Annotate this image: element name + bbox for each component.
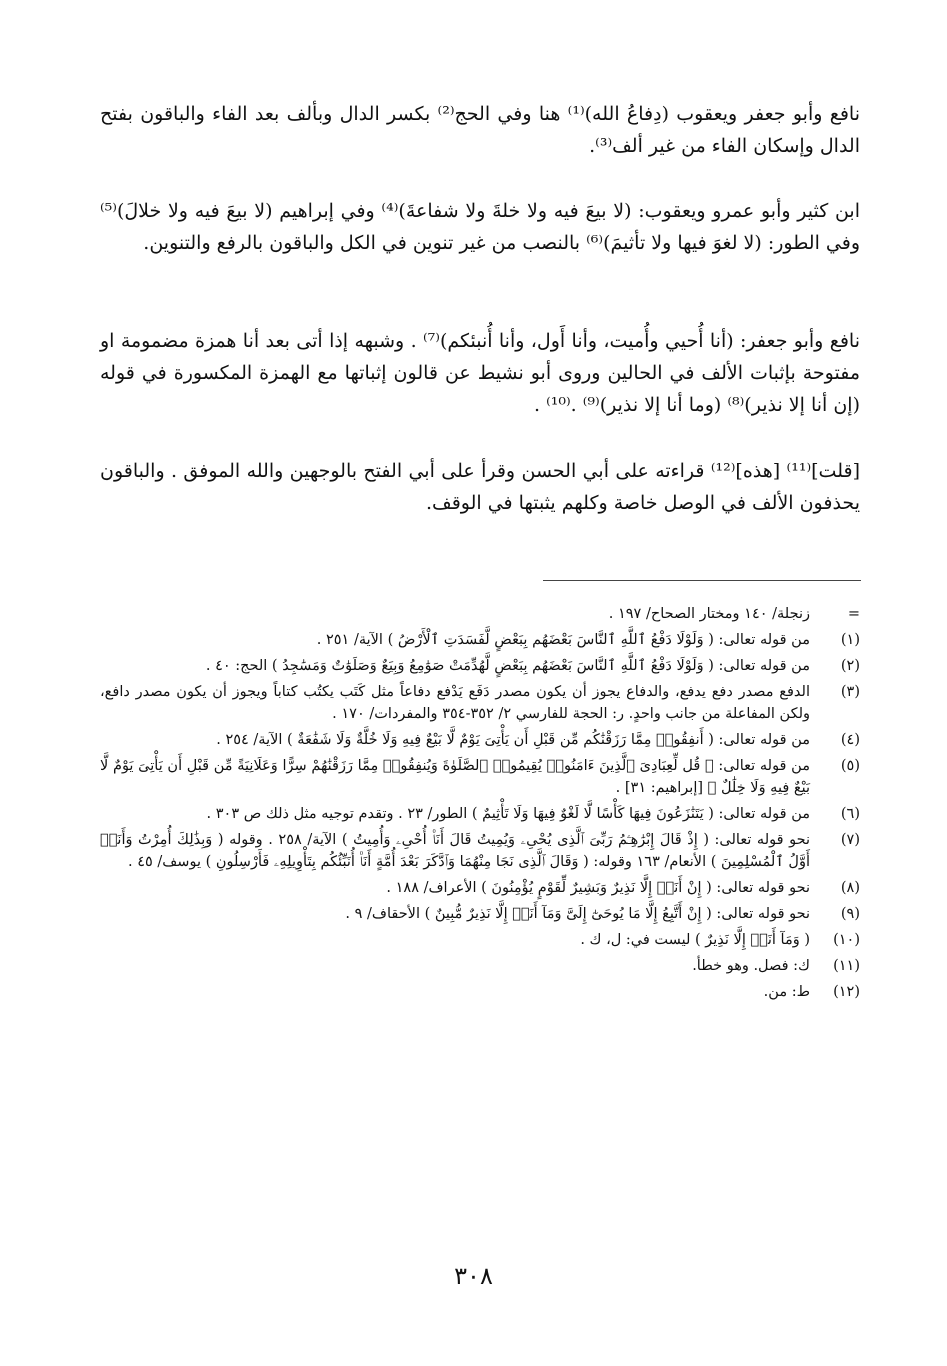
footnote-divider [543,580,861,581]
footnote-4 [100,729,860,751]
page-number: ٣٠٨ [454,1262,493,1290]
footnote-11 [100,955,860,977]
footnote-text: ك: فصل. وهو خطأ. [692,958,810,974]
footnote-number: (٣) [840,684,860,700]
footnote-number: (٩) [840,906,860,922]
footnote-text: من قوله تعالى: ( وَلَوْلَا دَفْعُ ٱللَّهِ ٱلنَّاسَ بَعْضَهُم بِبَعْضٍ لَّفَسَدَتِ ٱلْأَرْضُ ) الآية/ ٢٥١ . [316,632,810,648]
paragraph-2: ابن كثير وأبو عمرو ويعقوب: (لا بيعَ فيه ولا خلةَ ولا شفاعةَ)⁽⁴⁾ وفي إبراهيم (لا بيعَ فيه ولا خلالَ)⁽⁵⁾ وفي الطور: (لا لغوَ فيها ولا تأثيمَ)⁽⁶⁾ بالنصب من غير تنوين في الكل والباقون بالرفع والتنوين. [100,200,860,254]
footnote-text: ط: من. [763,984,810,1000]
footnote-number: (٧) [840,832,860,848]
footnote-9 [100,903,860,925]
paragraph-1: نافع وأبو جعفر ويعقوب (دِفاعُ الله)⁽¹⁾ هنا وفي الحج⁽²⁾ بكسر الدال وبألف بعد الفاء والباقون بفتح الدال وإسكان الفاء من غير ألف⁽³⁾. [100,103,860,157]
footnote-2 [100,655,860,677]
footnote-1 [100,629,860,651]
footnote-number: (١١) [833,958,860,974]
paragraph-3: نافع وأبو جعفر: (أنا أُحيي وأُميت، وأنا أَول، وأنا أُنبئكم)⁽⁷⁾ . وشبهه إذا أتى بعد أنا همزة مضمومة او مفتوحة بإثبات الألف في الحالين وروى أبو نشيط عن قالون إثباتها مع الهمزة المكسورة في قوله (إن أنا إلا نذير)⁽⁸⁾ (وما أنا إلا نذير)⁽⁹⁾ .⁽¹⁰⁾ . [100,330,860,416]
footnote-number: (٨) [840,880,860,896]
footnote-number: (١٢) [833,984,860,1000]
footnote-text: نحو قوله تعالى: ( إِنْ أَتَّبِعُ إِلَّا مَا يُوحَىٰٓ إِلَىَّ وَمَآ أَنَا۠ إِلَّا نَذِيرٌ مُّبِينٌ ) الأحقاف/ ٩ . [345,906,810,922]
footnote-3 [100,681,860,725]
footnote-text: نحو قوله تعالى: ( إِذْ قَالَ إِبْرَٰهِـۧمُ رَبِّىَ ٱلَّذِى يُحْىِۦ وَيُمِيتُ قَالَ أَنَا۠ أُحْىِۦ وَأُمِيتُ ) الآية/ ٢٥٨ . وقوله ( وَبِذَٰلِكَ أُمِرْتُ وَأَنَا۠ أَوَّلُ ٱلْمُسْلِمِينَ ) الأنعام/ ١٦٣ وقوله: ( وَقَالَ ٱلَّذِى نَجَا مِنْهُمَا وَٱدَّكَرَ بَعْدَ أُمَّةٍ أَنَا۠ أُنَبِّئُكُم بِتَأْوِيلِهِۦ فَأَرْسِلُونِ ) يوسف/ ٤٥ . [100,832,810,870]
footnote-6 [100,803,860,825]
footnote-10 [100,929,860,951]
continuation-mark: = [847,606,860,622]
footnote-number: (٥) [840,758,860,774]
footnote-text: من قوله تعالى: ( وَلَوْلَا دَفْعُ ٱللَّهِ ٱلنَّاسَ بَعْضَهُم بِبَعْضٍ لَّهُدِّمَتْ صَوَٰمِعُ وَبِيَعٌ وَصَلَوَٰتٌ وَمَسَٰجِدُ ) الحج: ٤٠ . [205,658,810,674]
footnote-text: من قوله تعالى: ( يَتَنَٰزَعُونَ فِيهَا كَأْسًا لَّا لَغْوٌ فِيهَا وَلَا تَأْثِيمٌ ) الطور/ ٢٣ . وتقدم توجيه مثل ذلك ص ٣٠٣ . [206,806,810,822]
footnote-text: من قوله تعالى: ( أَنفِقُوا۟ مِمَّا رَزَقْنَٰكُم مِّن قَبْلِ أَن يَأْتِىَ يَوْمٌ لَّا بَيْعٌ فِيهِ وَلَا خُلَّةٌ وَلَا شَفَٰعَةٌ ) الآية/ ٢٥٤ . [216,732,810,748]
footnote-number: (١) [840,632,860,648]
footnote-text: نحو قوله تعالى: ( إِنْ أَنَا۠ إِلَّا نَذِيرٌ وَبَشِيرٌ لِّقَوْمٍ يُؤْمِنُونَ ) الأعراف/ ١٨٨ . [386,880,810,896]
footnote-number: (٤) [840,732,860,748]
footnote-text: من قوله تعالى: ﴿ قُل لِّعِبَادِىَ ٱلَّذِينَ ءَامَنُوا۟ يُقِيمُوا۟ ٱلصَّلَوٰةَ وَيُنفِقُوا۟ مِمَّا رَزَقْنَٰهُمْ سِرًّا وَعَلَانِيَةً مِّن قَبْلِ أَن يَأْتِىَ يَوْمٌ لَّا بَيْعٌ فِيهِ وَلَا خِلَٰلٌ ﴾ [إبراهيم: ٣١] . [100,758,810,796]
footnote-continuation [100,603,860,625]
footnote-number: (٢) [840,658,860,674]
footnote-12 [100,981,860,1003]
footnote-number: (٦) [840,806,860,822]
footnote-number: (١٠) [833,932,860,948]
footnotes-list [100,603,860,1007]
paragraph-4: [قلت]⁽¹¹⁾ [هذه]⁽¹²⁾ قراءته على أبي الحسن وقرأ على أبي الفتح بالوجهين والله الموفق . والباقون يحذفون الألف في الوصل خاصة وكلهم يثبتها في الوقف. [100,460,860,514]
footnote-5 [100,755,860,799]
footnote-8 [100,877,860,899]
footnote-text: ( وَمَآ أَنَا۠ إِلَّا نَذِيرٌ ) ليست في: ل، ك . [580,932,810,948]
footnote-continuation-text: زنجلة/ ١٤٠ ومختار الصحاح/ ١٩٧ . [608,606,810,622]
footnote-7 [100,829,860,873]
footnote-text: الدفع مصدر دفع يدفع، والدفاع يجوز أن يكون مصدر دَفَع يَدْفع دفاعاً مثل كَتَب يكتُب كتاباً ويجوز أن يكون مصدر دافع، ولكن المفاعلة من جانب واحدٍ. ر: الحجة للفارسي ٢/ ٣٥٢-٣٥٤ والمفردات/ ١٧٠ . [100,684,810,722]
